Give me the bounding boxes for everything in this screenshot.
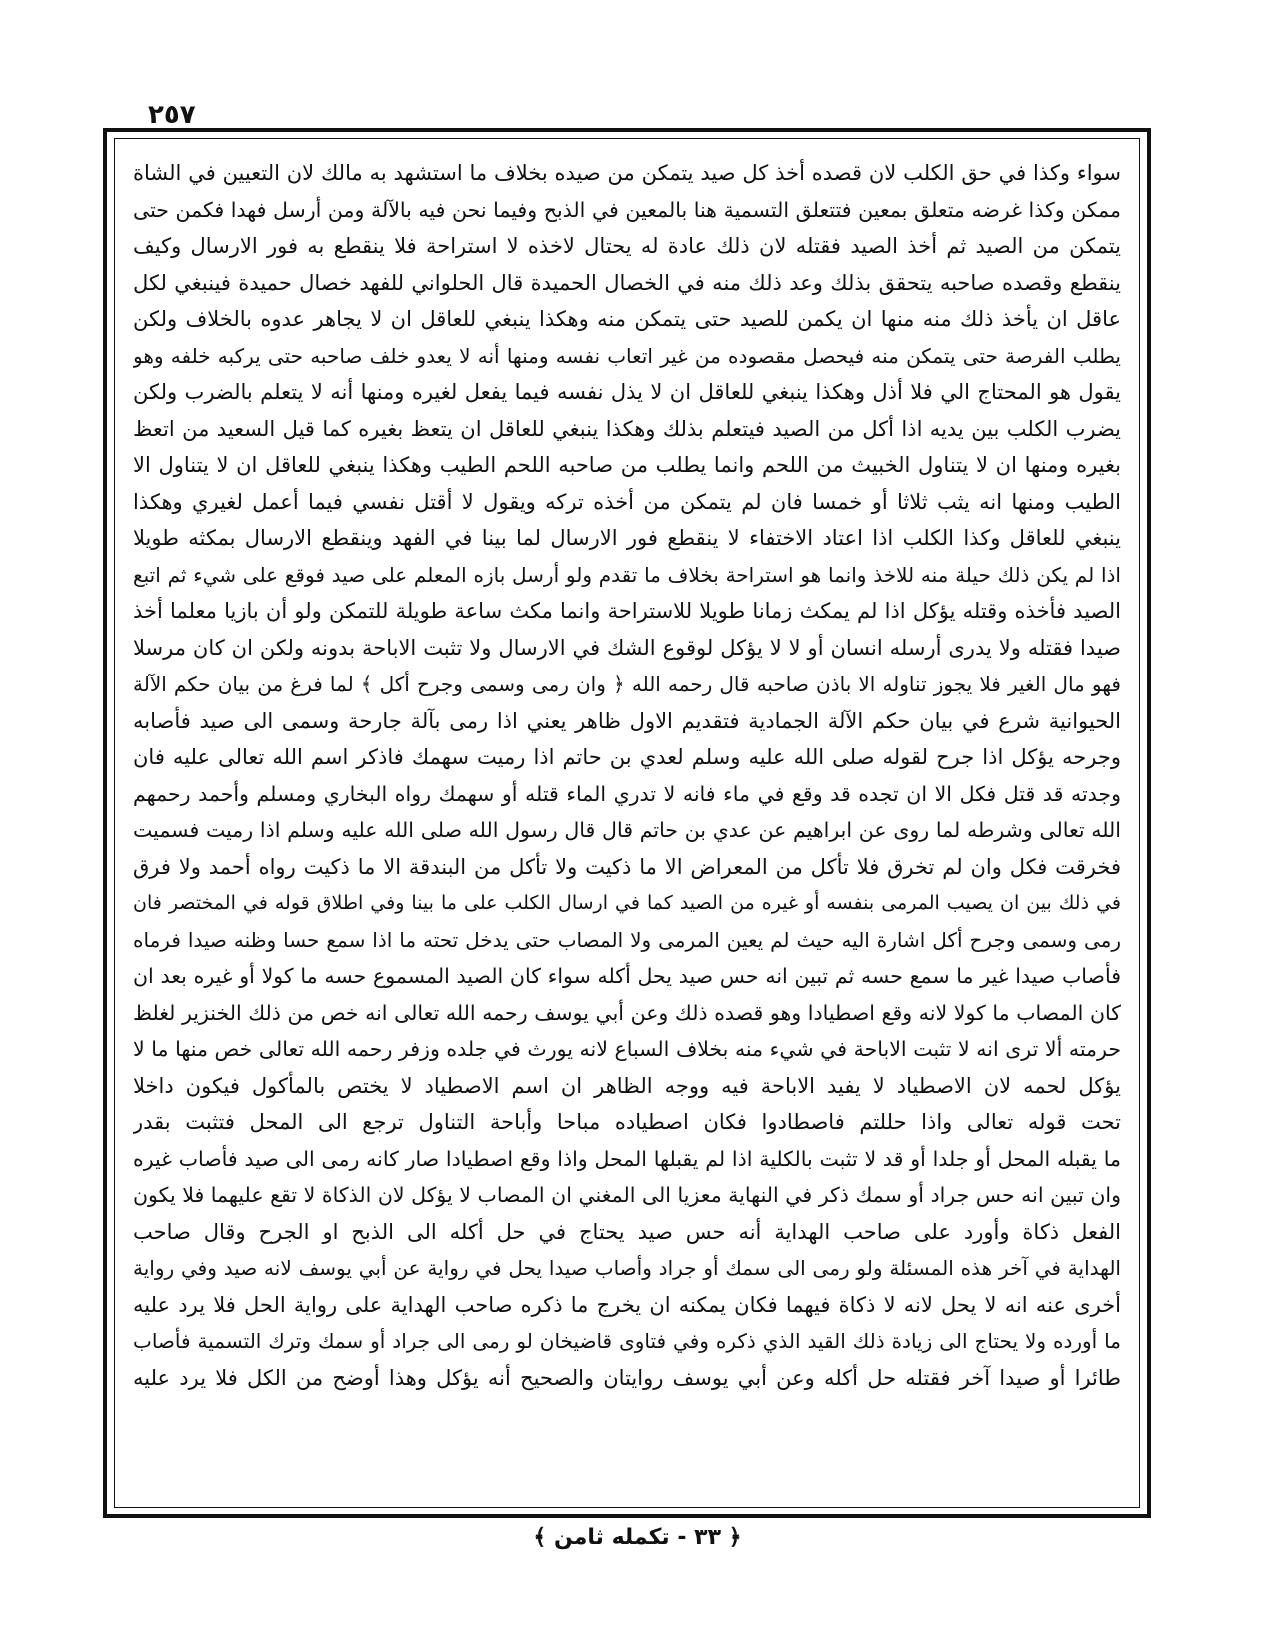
text-line: وجدته قد قتل فكل الا ان تجده قد وقع في ماء فانه لا تدري الماء قتله أو سهمك رواه البخاري ومسلم وأحمد رحمهم (133, 781, 1121, 806)
text-line: ما يقبله المحل أو جلدا أو قد لا تثبت بالكلية اذا لم يقبلها المحل واذا وقع اصطيادا صار كانه رمى الى صيد فأصاب غيره (133, 1146, 1121, 1171)
text-line: صيدا فقتله ولا يدرى أرسله انسان أو لا لا يؤكل لوقوع الشك في الارسال ولا تثبت الاباحة بدونه ولكن ان كان مرسلا (133, 635, 1121, 660)
text-line: الله تعالى وشرطه لما روى عن ابراهيم عن عدي بن حاتم قال قال رسول الله صلى الله عليه وسلم اذا رميت فسميت (133, 818, 1121, 842)
text-line: يقول هو المحتاج الي فلا أذل وهكذا ينبغي للعاقل ان لا يذل نفسه فيما يفعل لغيره ومنها أنه لا يتعلم بالضرب ولكن (133, 380, 1121, 404)
page-number: ٢٥٧ (148, 100, 196, 130)
body-text (133, 155, 1121, 1396)
text-line: وان تبين انه حس جراد أو سمك ذكر في النهاية معزيا الى المغني ان المصاب لا يؤكل لان الذكاة لا تقع عليهما فلا يكون (133, 1183, 1121, 1207)
text-line: فأصاب صيدا غير ما سمع حسه ثم تبين انه حس صيد يحل أكله سواء كان الصيد المسموع حسه ما كولا أو غيره بعد ان (133, 964, 1121, 988)
page-footer: ﴿ ٣٣ - تكمله ثامن ﴾ (533, 1525, 742, 1550)
text-line: ممكن وكذا غرضه متعلق بمعين فتتعلق التسمية هنا بالمعين في الذبح وفيما نحن فيه بالآلة ومن أرسل فهدا فكمن حتى (133, 197, 1121, 222)
text-line: ما أورده ولا يحتاج الى زيادة ذلك القيد الذي ذكره وفي فتاوى قاضيخان لو رمى الى جراد أو سمك وترك التسمية فأصاب (133, 1329, 1121, 1353)
text-line: عاقل ان يأخذ ذلك منه منها ان يكمن للصيد حتى يتمكن منه وهكذا ينبغي للعاقل ان لا يجاهر عدوه بالخلاف ولكن (133, 307, 1121, 331)
text-line: بغيره ومنها ان لا يتناول الخبيث من اللحم وانما يطلب من صاحبه اللحم الطيب وهكذا ينبغي للعاقل ان لا يتناول الا (133, 453, 1121, 477)
text-line: سواء وكذا في حق الكلب لان قصده أخذ كل صيد يتمكن من صيده بخلاف ما استشهد به مالك لان التعيين في الشاة (133, 161, 1121, 185)
text-line: الحيوانية شرع في بيان حكم الآلة الجمادية فتقديم الاول ظاهر يعني اذا رمى بآلة جارحة وسمى الى صيد فأصابه (133, 708, 1121, 733)
text-line: حرمته ألا ترى انه لا تثبت الاباحة في شيء منه بخلاف السباع لانه يورث في جلده وزفر رحمه الله تعالى خص منها ما لا (133, 1037, 1121, 1061)
text-line: وجرحه يؤكل اذا جرح لقوله صلى الله عليه وسلم لعدي بن حاتم اذا رميت سهمك فاذكر اسم الله تعالى عليه فان (133, 745, 1121, 769)
text-line: الطيب ومنها انه يثب ثلاثا أو خمسا فان لم يتمكن من أخذه تركه ويقول لا أقتل نفسي فيما أعمل لغيري وهكذا (133, 489, 1121, 514)
page-frame-inner (114, 138, 1140, 1508)
text-line: رمى وسمى وجرح أكل اشارة اليه حيث لم يعين المرمى ولا المصاب حتى يدخل تحته ما اذا سمع حسا وظنه صيدا فرماه (133, 927, 1121, 952)
text-line: أخرى عنه انه لا يحل لانه لا ذكاة فيهما فكان يمكنه ان يخرج ما ذكره صاحب الهداية على رواية الحل فلا يرد عليه (133, 1292, 1121, 1317)
text-line: طائرا أو صيدا آخر فقتله حل أكله وعن أبي يوسف روايتان والصحيح أنه يؤكل وهذا أوضح من الكل فلا يرد عليه (133, 1365, 1121, 1390)
text-line: يضرب الكلب بين يديه اذا أكل من الصيد فيتعلم بذلك وهكذا ينبغي للعاقل ان يتعظ بغيره كما قيل السعيد من اتعظ (133, 416, 1121, 441)
text-line: كان المصاب ما كولا لانه وقع اصطيادا وهو قصده ذلك وعن أبي يوسف رحمه الله تعالى انه خص من ذلك الخنزير لغلظ (133, 1000, 1121, 1025)
text-line: الفعل ذكاة وأورد على صاحب الهداية أنه حس صيد يحتاج في حل أكله الى الذبح او الجرح وقال صاحب (133, 1219, 1121, 1244)
text-line: ينقطع وقصده صاحبه يتحقق بذلك وعد ذلك منه في الخصال الحميدة قال الحلواني للفهد خصال حميدة فينبغي لكل (133, 270, 1121, 295)
text-line: فهو مال الغير فلا يجوز تناوله الا باذن صاحبه قال رحمه الله ﴿ وان رمى وسمى وجرح أكل ﴾ لما فرغ من بيان حكم الآلة (133, 672, 1121, 696)
text-line: ينبغي للعاقل وكذا الكلب اذا اعتاد الاختفاء لا ينقطع فور الارسال لما بينا في الفهد وينقطع الارسال بمكثه طويلا (133, 526, 1121, 550)
text-line: الصيد فأخذه وقتله يؤكل اذا لم يمكث زمانا طويلا للاستراحة وانما مكث ساعة طويلة للتمكن ولو أن بازيا معلما أخذ (133, 599, 1121, 623)
text-line: فخرقت فكل وان لم تخرق فلا تأكل من المعراض الا ما ذكيت ولا تأكل من البندقة الا ما ذكيت رواه أحمد ولا فرق (133, 854, 1121, 879)
text-line: يؤكل لحمه لان الاصطياد لا يفيد الاباحة فيه ووجه الظاهر ان اسم الاصطياد لا يختص بالمأكول فيكون داخلا (133, 1073, 1121, 1098)
text-line: يطلب الفرصة حتى يتمكن منه فيحصل مقصوده من غير اتعاب نفسه ومنها أنه لا يعدو خلف صاحبه حتى يركبه خلفه وهو (133, 343, 1121, 368)
text-line: في ذلك بين ان يصيب المرمى بنفسه أو غيره من الصيد كما في ارسال الكلب على ما بينا وفي اطلاق قوله في المختصر فان (133, 892, 1121, 914)
text-line: يتمكن من الصيد ثم أخذ الصيد فقتله لان ذلك عادة له يحتال لاخذه لا استراحة فلا ينقطع به فور الارسال وكيف (133, 234, 1121, 258)
text-line: الهداية في آخر هذه المسئلة ولو رمى الى سمك أو جراد وأصاب صيدا يحل في رواية عن أبي يوسف لانه صيد وفي رواية (133, 1256, 1121, 1280)
text-line: اذا لم يكن ذلك حيلة منه للاخذ وانما هو استراحة بخلاف ما تقدم ولو أرسل بازه المعلم على صيد فوقع على شيء ثم اتبع (133, 562, 1121, 587)
page-frame (103, 128, 1151, 1518)
text-line: تحت قوله تعالى واذا حللتم فاصطادوا فكان اصطياده مباحا وأباحة التناول ترجع الى المحل فتثبت بقدر (133, 1110, 1121, 1134)
